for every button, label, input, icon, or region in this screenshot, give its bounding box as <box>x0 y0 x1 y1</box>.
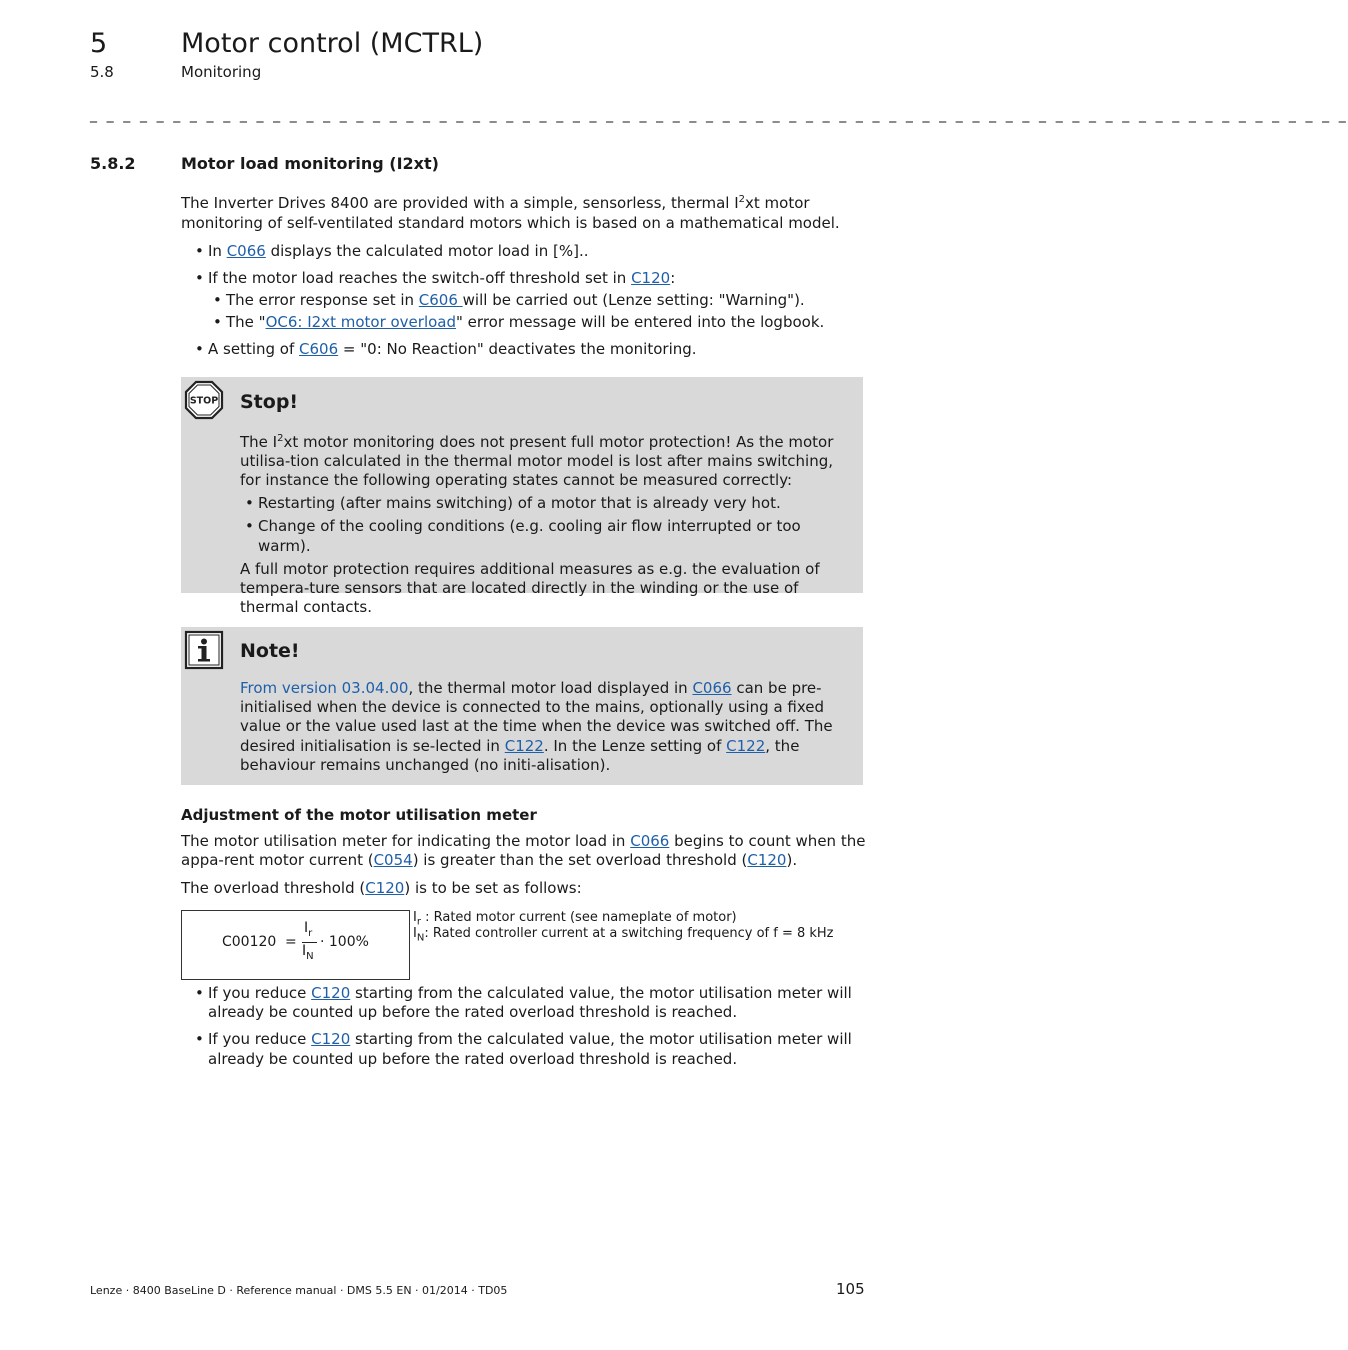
intro-pre: The Inverter Drives 8400 are provided with a simple, sensorless, thermal I <box>181 194 739 212</box>
b1-post: displays the calculated motor load in [%].. <box>265 242 589 260</box>
adjust-p1-a: The motor utilisation meter for indicating the motor load in <box>181 832 631 850</box>
note-paragraph <box>240 679 852 775</box>
stop-paragraph <box>240 433 852 490</box>
stop-paragraph-2: A full motor protection requires additional measures as e.g. the evaluation of tempera-ture sensors that are located directly in the winding or the use of thermal contacts. <box>240 560 820 616</box>
b2-pre: If the motor load reaches the switch-off threshold set in <box>208 269 632 287</box>
list-item <box>181 312 871 332</box>
b2a-post: will be carried out (Lenze setting: "Warning"). <box>462 291 805 309</box>
subheading-adjustment: Adjustment of the motor utilisation meter <box>181 806 537 824</box>
heading-number: 5.8.2 <box>90 154 136 173</box>
bullet-dot: • <box>195 242 204 260</box>
intro-paragraph <box>181 193 871 233</box>
footer-text: Lenze · 8400 BaseLine D · Reference manual · DMS 5.5 EN · 01/2014 · TD05 <box>90 1284 508 1297</box>
monitoring-bullets <box>181 241 871 366</box>
bullet-dot: • <box>195 269 204 287</box>
link-c606[interactable]: C606 <box>418 291 463 309</box>
list-item <box>240 516 852 556</box>
b1-pre: In <box>208 242 227 260</box>
legend-r-sub: r <box>416 916 421 928</box>
b2-post: : <box>670 269 676 287</box>
bullet-dot: • <box>245 494 254 512</box>
formula-num-symbol: I <box>304 920 309 936</box>
reduce-r1-pre: If you reduce <box>208 984 312 1002</box>
formula-den-sub: N <box>306 950 314 962</box>
link-c066[interactable]: C066 <box>630 832 670 850</box>
note-title: Note! <box>240 640 300 662</box>
formula-num-sub: r <box>308 927 313 939</box>
note-t2: can be pre-initialised when the device is connected to the mains, optionally using a fixed value or the value used last at the time when the device was switched off. The desired initialisation is se-lected in <box>240 679 833 755</box>
version-link[interactable]: From version 03.04.00 <box>240 679 409 697</box>
list-item <box>181 241 871 261</box>
reduce-r2-pre: If you reduce <box>208 1030 312 1049</box>
reduce-bullets <box>181 984 871 1069</box>
formula-legend <box>413 910 834 942</box>
list-item <box>240 493 852 513</box>
legend-n-sub: N <box>416 932 425 944</box>
note-t3: . In the Lenze setting of <box>543 736 727 755</box>
stop-p1-sup: 2 <box>277 433 284 444</box>
b3-post: = "0: No Reaction" deactivates the monitoring. <box>338 340 697 358</box>
link-oc6[interactable]: OC6: I2xt motor overload <box>265 313 457 331</box>
formula-numerator <box>304 920 313 939</box>
link-c054[interactable]: C054 <box>373 851 413 870</box>
adjust-paragraph-1 <box>181 832 871 870</box>
header-separator: _ _ _ _ _ _ _ _ _ _ _ _ _ _ _ _ _ _ _ _ _ _ _ _ _ _ _ _ _ _ _ _ _ _ _ _ _ _ _ _ _ _ _ _ _ _ _ _ _ _ _ _ _ _ _ _ _ _ _ _ _ _ _ _ _ _ _ _ _ _ _ _ _ _ _ _ <box>90 107 1348 123</box>
note-t1: , the thermal motor load displayed in <box>408 679 693 697</box>
stop-p1-pre: The I <box>240 433 278 451</box>
adjust-p2-b: ) is to be set as follows: <box>404 879 582 897</box>
bullet-dot: • <box>195 984 204 1002</box>
note-t4: , the behaviour remains unchanged (no initi-alisation). <box>240 736 800 774</box>
reduce-r2-post: starting from the calculated value, the motor utilisation meter will already be counted up before the rated overload threshold is reached. <box>208 1030 852 1068</box>
link-c066[interactable]: C066 <box>226 242 266 260</box>
link-c606[interactable]: C606 <box>299 340 339 358</box>
link-c120[interactable]: C120 <box>311 1030 351 1049</box>
list-item <box>181 1030 871 1068</box>
page-number: 105 <box>836 1280 865 1298</box>
link-c120[interactable]: C120 <box>747 851 787 870</box>
intro-post: xt motor monitoring of self-ventilated standard motors which is based on a mathematical model. <box>181 194 840 232</box>
section-number: 5.8 <box>90 63 114 81</box>
b2a-pre: The error response set in <box>226 291 419 309</box>
chapter-title: Motor control (MCTRL) <box>181 28 484 59</box>
link-c120[interactable]: C120 <box>365 879 405 897</box>
stop-p1-post: xt motor monitoring does not present full motor protection! As the motor utilisa-tion calculated in the thermal motor model is lost after mains switching, for instance the following operating states cannot be measured correctly: <box>240 433 834 489</box>
b2b-post: " error message will be entered into the logbook. <box>456 313 825 331</box>
stop-item-text: Restarting (after mains switching) of a motor that is already very hot. <box>258 494 781 512</box>
stop-item-text: Change of the cooling conditions (e.g. cooling air flow interrupted or too warm). <box>258 517 801 555</box>
list-item <box>181 268 871 332</box>
link-c122[interactable]: C122 <box>504 736 544 755</box>
legend-rated-controller-current <box>413 926 834 942</box>
legend-n-symbol: I <box>413 926 417 941</box>
formula-rhs: · 100% <box>320 934 369 950</box>
adjust-paragraph-2 <box>181 878 582 898</box>
stop-sign-icon <box>184 380 224 420</box>
reduce-r1-post: starting from the calculated value, the motor utilisation meter will already be counted up before the rated overload threshold is reached. <box>208 984 852 1022</box>
list-item <box>181 339 871 359</box>
adjust-p1-d: ). <box>786 851 798 870</box>
section-title: Monitoring <box>181 63 262 81</box>
legend-r-text: : Rated motor current (see nameplate of motor) <box>420 910 737 925</box>
b3-pre: A setting of <box>208 340 300 358</box>
link-c120[interactable]: C120 <box>631 269 671 287</box>
formula-equals: = <box>285 934 297 950</box>
stop-icon-text: STOP <box>189 395 219 407</box>
info-icon <box>184 630 224 670</box>
stop-list <box>240 493 852 556</box>
legend-r-symbol: I <box>413 910 417 925</box>
bullet-dot: • <box>195 340 204 358</box>
list-item <box>181 984 871 1022</box>
heading-title: Motor load monitoring (I2xt) <box>181 154 439 173</box>
bullet-dot: • <box>213 313 222 331</box>
formula-lhs: C00120 <box>222 934 277 950</box>
formula-den-symbol: I <box>302 943 307 959</box>
adjust-p1-c: ) is greater than the set overload threshold ( <box>412 851 748 870</box>
legend-rated-motor-current <box>413 910 834 926</box>
adjust-p1-b: begins to count when the appa-rent motor current ( <box>181 832 866 870</box>
stop-title: Stop! <box>240 391 299 413</box>
adjust-p2-a: The overload threshold ( <box>181 879 366 897</box>
sub-bullets <box>181 290 871 332</box>
list-item <box>181 290 871 310</box>
link-c066[interactable]: C066 <box>692 679 732 697</box>
bullet-dot: • <box>195 1030 204 1049</box>
formula-box <box>181 910 410 980</box>
link-c120[interactable]: C120 <box>311 984 351 1002</box>
b2b-pre: The " <box>226 313 266 331</box>
chapter-number: 5 <box>90 28 108 59</box>
bullet-dot: • <box>213 291 222 309</box>
stop-content <box>240 433 852 617</box>
bullet-dot: • <box>245 517 254 535</box>
formula-denominator <box>302 943 314 962</box>
legend-n-text: : Rated controller current at a switching frequency of f = 8 kHz <box>424 926 834 941</box>
link-c122[interactable]: C122 <box>726 736 766 755</box>
intro-sup: 2 <box>738 194 746 205</box>
